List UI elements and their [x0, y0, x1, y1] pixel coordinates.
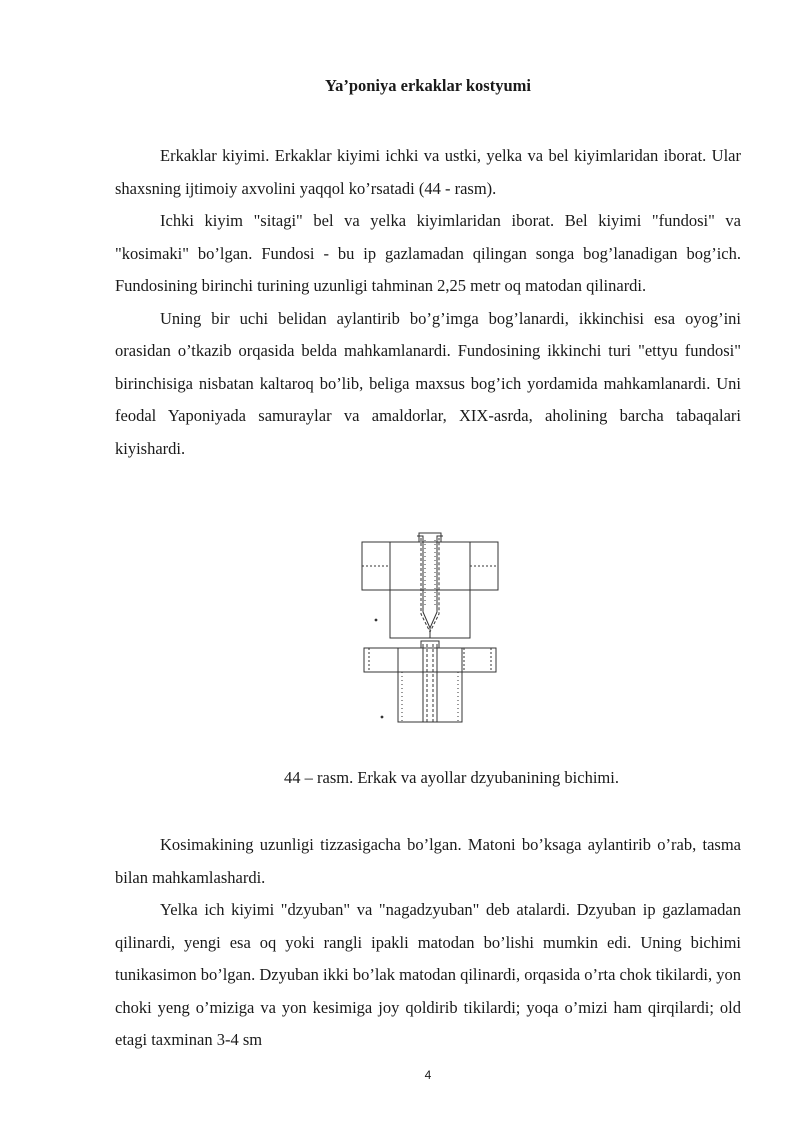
document-title: Ya’poniya erkaklar kostyumi [325, 76, 531, 95]
garment-pattern-drawing [355, 528, 505, 728]
paragraph: Uning bir uchi belidan aylantirib bo’g’imga bog’lanardi, ikkinchisi esa oyog’ini orasidan o’tkazib orqasida belda mahkamlanardi. Fundosining ikkinchi turi "ettyu fundosi" birinchisiga nisbatan kaltaroq bo’lib, beliga maxsus bog’ich yordamida mahkamlanardi. Uni feodal Yaponiyada samuraylar va amaldorlar, XIX-asrda, aholining barcha tabaqalari kiyishardi. [115, 308, 741, 458]
garment-pattern-figure [355, 528, 505, 728]
figure-caption: 44 – rasm. Erkak va ayollar dzyubanining bichimi. [284, 768, 619, 787]
page-number: 4 [424, 1068, 432, 1082]
paragraph: Kosimakining uzunligi tizzasigacha bo’lgan. Matoni bo’ksaga aylantirib o’rab, tasma bilan mahkamlashardi. [115, 835, 741, 887]
paragraph: Ichki kiyim "sitagi" bel va yelka kiyimlaridan iborat. Bel kiyimi "fundosi" va "kosimaki" bo’lgan. Fundosi - bu ip gazlamadan qilingan songa bog’lanadigan bog’ich. Fundosining birinchi turining uzunligi tahminan 2,25 metr oq matodan qilinardi. [115, 211, 741, 295]
paragraph: Erkaklar kiyimi. Erkaklar kiyimi ichki va ustki, yelka va bel kiyimlaridan iborat. Ular shaxsning ijtimoiy axvolini yaqqol ko’rsatadi (44 - rasm). [115, 146, 741, 198]
text-block-top [115, 140, 741, 465]
paragraph: Yelka ich kiyimi "dzyuban" va "nagadzyuban" deb atalardi. Dzyuban ip gazlamadan qilinardi, yengi esa oq yoki rangli ipakli matodan bo’lishi mumkin edi. Uning bichimi tunikasimon bo’lgan. Dzyuban ikki bo’lak matodan qilinardi, orqasida o’rta chok tikilardi, yon choki yeng o’miziga va yon kesimiga joy qoldirib tikilardi; yoqa o’mizi ham qirqilardi; old etagi taxminan 3-4 sm [115, 900, 741, 1049]
text-block-bottom [115, 829, 741, 1057]
